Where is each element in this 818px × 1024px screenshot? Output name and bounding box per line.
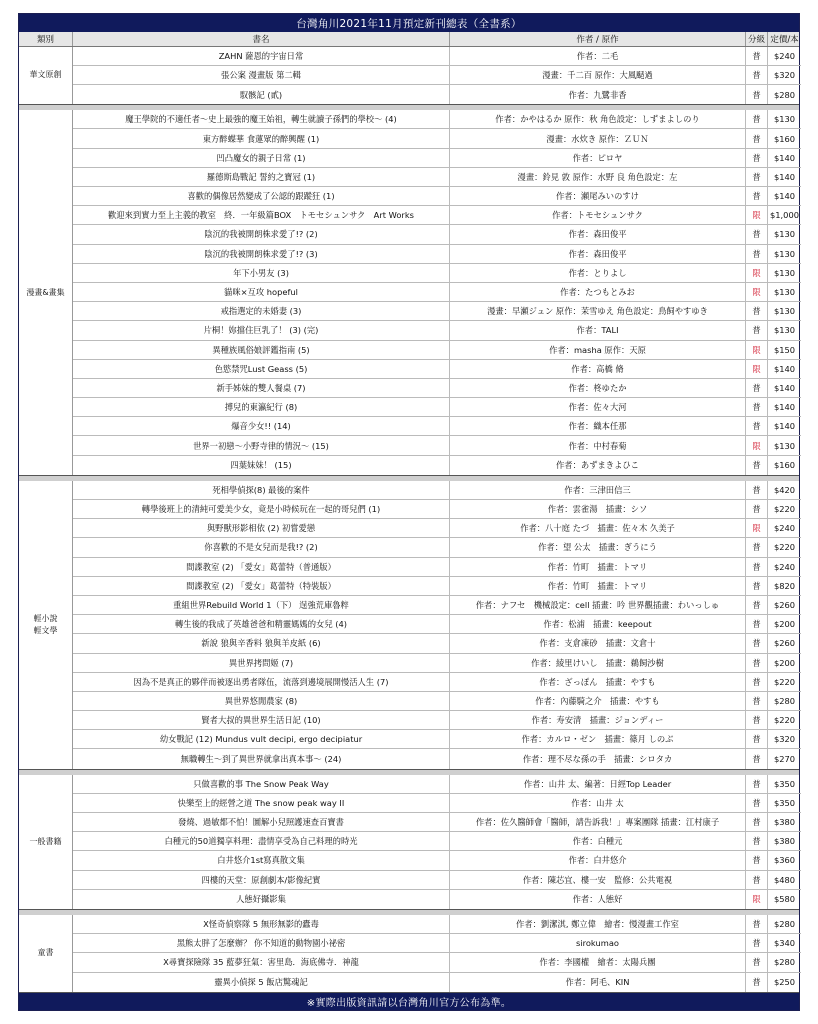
rating-badge: 普 [746,500,768,518]
table-row [73,934,801,953]
rating-badge: 普 [746,871,768,889]
book-title: 魔王學院的不適任者～史上最強的魔王始祖，轉生就讀子孫們的學校～ (4) [73,110,450,128]
book-title: 異種族風俗娘評鑑指南 (5) [73,341,450,359]
book-author: 作者：內藤騎之介 插畫：やすも [450,692,746,710]
rating-badge: 限 [746,436,768,454]
book-author: 作者：トモセシュンサク [450,206,746,224]
table-row [73,379,801,398]
rating-badge: 限 [746,519,768,537]
book-author: 作者：とりよし [450,264,746,282]
book-author: 作者：たつもとみお [450,283,746,301]
rating-badge: 普 [746,538,768,556]
table-row [73,129,801,148]
rating-badge: 普 [746,456,768,475]
book-title: 東方醉蝶華 食蓮眾的醉興醒 (1) [73,129,450,147]
header-rating: 分級 [746,32,768,45]
book-title: 異世界拷問姬 (7) [73,654,450,672]
book-author: 作者：人態好 [450,890,746,909]
book-title: X尋寶探險隊 35 藍夢狂氣：害里島．海底佛寺．神龍 [73,953,450,971]
book-author: 作者：森田俊平 [450,225,746,243]
book-price: $350 [773,778,796,789]
book-price: $220 [773,715,796,726]
header-category: 類別 [19,32,73,45]
category-section [19,47,799,106]
book-title: 發燒、過敏都不怕！圖解小兒照護速查百寶書 [73,813,450,831]
rating-badge: 普 [746,558,768,576]
book-author: 作者：竹町 插畫：トマリ [450,558,746,576]
book-title: 黑熊太胖了怎麼辦？ 你不知道的動物園小祕密 [73,934,450,952]
book-title: 年下小男友 (3) [73,264,450,282]
book-author: 作者：masha 原作：天原 [450,341,746,359]
book-price: $140 [773,363,796,374]
book-author: 作者：織本任那 [450,417,746,435]
book-author: 漫畫：千二百 原作：大風颳過 [450,66,746,84]
rating-badge: 普 [746,934,768,952]
book-title: 馭骸記 (貳) [73,85,450,104]
book-price: $220 [773,504,796,515]
category-section [19,105,799,476]
book-author: 作者：李國權 繪者：太陽兵團 [450,953,746,971]
book-title: 歡迎來到實力至上主義的教室 終．一年級篇BOX トモセシュンサク Art Works [73,206,450,224]
book-price: $160 [773,133,796,144]
rating-badge: 普 [746,794,768,812]
book-price: $130 [773,229,796,240]
book-author: 作者：三津田信三 [450,481,746,499]
rating-badge: 普 [746,730,768,748]
table-row [73,634,801,653]
book-title: 異世界悠閒農家 (8) [73,692,450,710]
book-title: 重組世界Rebuild World 1（下） 逞強荒庫魯粹 [73,596,450,614]
book-author: 作者：あずまきよひこ [450,456,746,475]
rating-badge: 限 [746,206,768,224]
table-row [73,341,801,360]
book-title: 轉生後的我成了英雄爸爸和精靈媽媽的女兒 (4) [73,615,450,633]
book-price: $340 [773,938,796,949]
table-row [73,245,801,264]
rating-badge: 普 [746,851,768,869]
rating-badge: 普 [746,481,768,499]
table-row [73,654,801,673]
rating-badge: 限 [746,264,768,282]
book-author: 作者：竹町 插畫：トマリ [450,577,746,595]
rating-badge: 普 [746,634,768,652]
category-section [19,476,799,770]
book-price: $160 [773,460,796,471]
book-title: 只做喜歡的事 The Snow Peak Way [73,775,450,793]
book-price: $220 [773,676,796,687]
book-price: $260 [773,600,796,611]
book-title: 凹凸魔女的親子日常 (1) [73,149,450,167]
book-price: $130 [773,440,796,451]
category-label: 華文原創 [19,47,73,105]
rating-badge: 普 [746,417,768,435]
table-row [73,775,801,794]
book-title: 喜歡的偶像居然變成了公認的跟蹤狂 (1) [73,187,450,205]
book-price: $380 [773,836,796,847]
book-author: 作者：TALI [450,321,746,339]
book-title: 人態好攝影集 [73,890,450,909]
rating-badge: 普 [746,775,768,793]
table-row [73,85,801,104]
page-title: 台灣角川2021年11月預定新刊總表（全書系） [19,14,799,32]
book-title: 新手姊妹的雙人餐桌 (7) [73,379,450,397]
book-price: $280 [773,695,796,706]
table-row [73,519,801,538]
book-title: 賢者大叔的異世界生活日記 (10) [73,711,450,729]
footer-note: ※實際出版資訊請以台灣角川官方公布為準。 [19,993,799,1010]
book-price: $130 [773,248,796,259]
table-row [73,973,801,992]
book-price: $130 [773,325,796,336]
book-title: X怪奇偵察隊 5 無形無影的蠹毒 [73,915,450,933]
rating-badge: 普 [746,110,768,128]
table-row [73,953,801,972]
table-row [73,615,801,634]
table-row [73,538,801,557]
book-author: 作者：二毛 [450,47,746,65]
book-price: $270 [773,754,796,765]
category-label: 童書 [19,915,73,992]
book-author: 漫畫：鈴見 敦 原作：水野 良 角色設定：左 [450,168,746,186]
table-header [19,32,799,46]
book-author: 作者：カルロ・ゼン 插畫：篠月 しのぶ [450,730,746,748]
book-title: 快樂至上的經營之道 The snow peak way II [73,794,450,812]
rating-badge: 限 [746,341,768,359]
book-author: 作者：森田俊平 [450,245,746,263]
table-row [73,871,801,890]
rating-badge: 普 [746,749,768,768]
table-row [73,66,801,85]
book-author: 作者：九鷺非香 [450,85,746,104]
table-row [73,673,801,692]
book-price: $240 [773,50,796,61]
book-author: 作者：山井 太、編著：日經Top Leader [450,775,746,793]
rating-badge: 普 [746,187,768,205]
table-row [73,749,801,768]
rating-badge: 普 [746,654,768,672]
book-price: $280 [773,957,796,968]
book-author: 漫畫：早瀬ジュン 原作：茉雪ゆえ 角色設定：鳥飼やすゆき [450,302,746,320]
book-title: 片桐！妳擋住巨乳了！ (3) (完) [73,321,450,339]
book-author: 作者：支倉凍砂 插畫：文倉十 [450,634,746,652]
table-row [73,187,801,206]
header-author: 作者 / 原作 [450,32,746,45]
rating-badge: 普 [746,398,768,416]
table-row [73,500,801,519]
rating-badge: 普 [746,321,768,339]
rating-badge: 普 [746,673,768,691]
book-author: 作者：阿毛、KIN [450,973,746,992]
book-author: 作者：寿安清 插畫：ジョンディー [450,711,746,729]
book-price: $320 [773,69,796,80]
book-title: 世界一初戀～小野寺律的情況～ (15) [73,436,450,454]
table-row [73,851,801,870]
book-author: 作者：ピロヤ [450,149,746,167]
table-row [73,730,801,749]
book-price: $200 [773,657,796,668]
table-row [73,283,801,302]
table-row [73,321,801,340]
book-price: $1,000 [769,210,800,221]
book-title: 間諜教室 (2) 「愛女」葛蕾特（普通版） [73,558,450,576]
book-price: $220 [773,542,796,553]
rating-badge: 限 [746,890,768,909]
book-price: $130 [773,287,796,298]
book-author: 作者：佐々大河 [450,398,746,416]
book-price: $240 [773,561,796,572]
table-row [73,264,801,283]
book-author: 作者：理不尽な孫の手 插畫：シロタカ [450,749,746,768]
book-author: 漫畫：水炊き 原作：ＺＵＮ [450,129,746,147]
book-author: 作者：瀬尾みいのすけ [450,187,746,205]
table-row [73,794,801,813]
book-title: 因為不是真正的夥伴而被逐出勇者隊伍，流落到邊境展開慢活人生 (7) [73,673,450,691]
header-title: 書名 [73,32,450,45]
book-author: 作者：佐久醫師會「醫師，請告訴我！」專案團隊 插畫：江村康子 [450,813,746,831]
category-label: 漫畫&畫集 [19,110,73,475]
book-author: 作者：ざっぽん 插畫：やすも [450,673,746,691]
book-title: 白井悠介1st寫真散文集 [73,851,450,869]
book-price: $420 [773,484,796,495]
book-title: 靈異小偵探 5 飯店驚魂記 [73,973,450,992]
table-row [73,436,801,455]
rating-badge: 普 [746,85,768,104]
book-title: 間諜教室 (2) 「愛女」葛蕾特（特裝版） [73,577,450,595]
book-author: 作者：中村春菊 [450,436,746,454]
book-title: 搏兒的東瀛紀行 (8) [73,398,450,416]
table-row [73,558,801,577]
book-title: 陰沉的我被開朗株求愛了!? (2) [73,225,450,243]
book-price: $130 [773,306,796,317]
book-price: $140 [773,382,796,393]
book-price: $820 [773,580,796,591]
table-row [73,813,801,832]
book-author: 作者：望 公太 插畫：ぎうにう [450,538,746,556]
book-price: $580 [773,894,796,905]
table-row [73,890,801,909]
rating-badge: 普 [746,66,768,84]
book-title: 張公案 漫畫版 第二輯 [73,66,450,84]
book-title: 你喜歡的不是女兒而是我!? (2) [73,538,450,556]
table-row [73,417,801,436]
table-row [73,225,801,244]
table-row [73,711,801,730]
rating-badge: 普 [746,596,768,614]
rating-badge: 普 [746,973,768,992]
table-row [73,481,801,500]
book-title: 四葉妹妹！ (15) [73,456,450,475]
book-author: 作者：白種元 [450,832,746,850]
header-price: 定價/本 [770,34,799,45]
book-author: sirokumao [450,934,746,952]
book-title: 與野獸形影相依 (2) 初嘗愛戀 [73,519,450,537]
category-label: 一般書籍 [19,775,73,909]
book-price: $250 [773,977,796,988]
table-row [73,360,801,379]
rating-badge: 普 [746,577,768,595]
book-price: $280 [773,919,796,930]
book-price: $140 [773,402,796,413]
book-author: 作者：劉潔淇, 鄭立偉 繪者：慢漫畫工作室 [450,915,746,933]
book-price: $280 [773,89,796,100]
book-title: 新說 狼與辛香料 狼與羊皮紙 (6) [73,634,450,652]
book-author: 作者：八十庭 たづ 插畫：佐々木 久美子 [450,519,746,537]
book-title: 無職轉生～到了異世界就拿出真本事～ (24) [73,749,450,768]
table-row [73,206,801,225]
rating-badge: 普 [746,953,768,971]
book-author: 作者：山井 太 [450,794,746,812]
book-author: 作者：陳芯宜、樓一安 監修：公共電視 [450,871,746,889]
book-price: $140 [773,171,796,182]
book-author: 作者：白井悠介 [450,851,746,869]
book-price: $380 [773,817,796,828]
book-title: 色慾禁咒Lust Geass (5) [73,360,450,378]
book-title: 死相學偵探(8) 最後的案件 [73,481,450,499]
rating-badge: 普 [746,47,768,65]
book-price: $480 [773,874,796,885]
table-row [73,110,801,129]
table-row [73,915,801,934]
rating-badge: 普 [746,832,768,850]
table-row [73,577,801,596]
rating-badge: 普 [746,615,768,633]
book-price: $130 [773,114,796,125]
book-price: $140 [773,152,796,163]
rating-badge: 普 [746,168,768,186]
table-row [73,596,801,615]
book-author: 作者：綾里けいし 插畫：鵜飼沙樹 [450,654,746,672]
table-row [73,692,801,711]
category-label: 輕小說 輕文學 [19,481,73,769]
rating-badge: 普 [746,692,768,710]
book-author: 作者：柊ゆたか [450,379,746,397]
book-price: $350 [773,797,796,808]
book-author: 作者：かやはるか 原作：秋 角色設定：しずまよしのり [450,110,746,128]
rating-badge: 普 [746,149,768,167]
book-title: 羅德斯島戰記 誓約之寶冠 (1) [73,168,450,186]
book-title: 白種元的50道獨享料理：盡情享受為自己料理的時光 [73,832,450,850]
book-author: 作者：雲雀湯 插畫：シソ [450,500,746,518]
book-title: 戒指選定的未婚妻 (3) [73,302,450,320]
book-author: 作者：松浦 插畫：keepout [450,615,746,633]
book-title: 爆音少女!! (14) [73,417,450,435]
book-title: 幼女戰記 (12) Mundus vult decipi, ergo decipiatur [73,730,450,748]
book-price: $140 [773,421,796,432]
book-price: $360 [773,855,796,866]
book-title: 四樓的天堂：原創劇本/影像紀實 [73,871,450,889]
table-row [73,398,801,417]
category-section [19,910,799,993]
release-table [18,13,800,1011]
table-row [73,149,801,168]
table-row [73,168,801,187]
book-author: 作者：ナフセ 機械設定：cell 插畫：吟 世界觀插畫：わいっしゅ [450,596,746,614]
rating-badge: 普 [746,245,768,263]
rating-badge: 普 [746,129,768,147]
book-title: 陰沉的我被開朗株求愛了!? (3) [73,245,450,263]
book-price: $150 [773,344,796,355]
rating-badge: 普 [746,225,768,243]
book-price: $320 [773,734,796,745]
table-row [73,832,801,851]
book-title: 轉學後班上的清純可愛美少女，竟是小時候玩在一起的哥兒們 (1) [73,500,450,518]
category-section [19,770,799,910]
book-price: $260 [773,638,796,649]
book-price: $200 [773,619,796,630]
rating-badge: 限 [746,360,768,378]
rating-badge: 普 [746,915,768,933]
table-row [73,456,801,475]
rating-badge: 普 [746,813,768,831]
book-price: $130 [773,267,796,278]
book-title: 貓咪×互攻 hopeful [73,283,450,301]
book-price: $140 [773,191,796,202]
rating-badge: 普 [746,711,768,729]
rating-badge: 普 [746,379,768,397]
book-author: 作者：高橋 脩 [450,360,746,378]
book-price: $240 [773,523,796,534]
table-row [73,47,801,66]
book-title: ZAHN 薩恩的宇宙日常 [73,47,450,65]
rating-badge: 普 [746,302,768,320]
rating-badge: 限 [746,283,768,301]
table-body [19,47,799,993]
table-row [73,302,801,321]
